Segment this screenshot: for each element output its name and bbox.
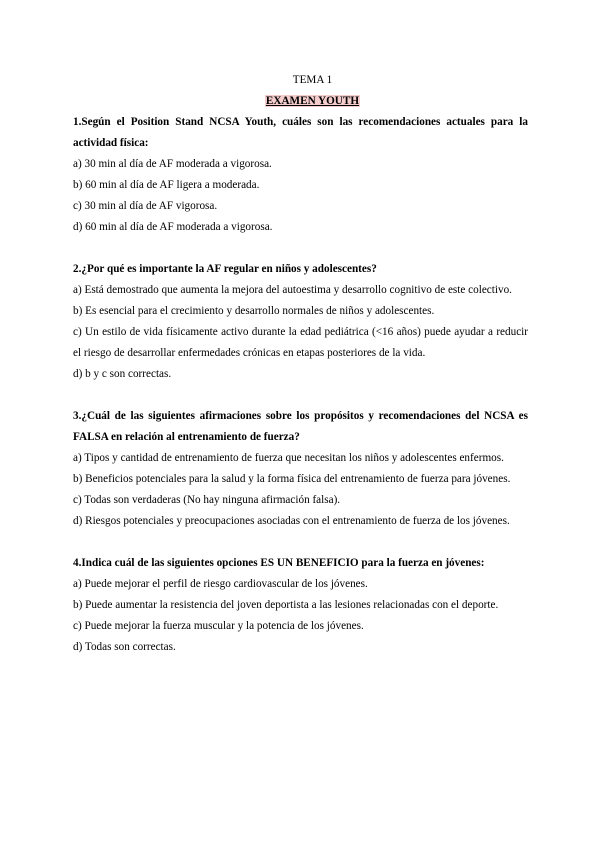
- topic-heading: TEMA 1: [292, 74, 333, 86]
- question-3: [73, 406, 528, 532]
- question-text: 3.¿Cuál de las siguientes afirmaciones sobre los propósitos y recomendaciones del NCSA es FALSA en relación al entrenamiento de fuerza?: [73, 410, 528, 443]
- option-d: d) Todas son correctas.: [73, 641, 176, 653]
- option-d: d) 60 min al día de AF moderada a vigorosa.: [73, 221, 273, 233]
- option-d: d) Riesgos potenciales y preocupaciones asociadas con el entrenamiento de fuerza de los jóvenes.: [73, 515, 510, 527]
- spacer: [73, 385, 528, 406]
- exam-title: [97, 91, 528, 112]
- question-2: [73, 259, 528, 385]
- option-c: c) Puede mejorar la fuerza muscular y la potencia de los jóvenes.: [73, 620, 364, 632]
- spacer: [73, 238, 528, 259]
- option-c: c) Un estilo de vida físicamente activo durante la edad pediátrica (<16 años) puede ayudar a reducir el riesgo de desarrollar enfermedades crónicas en etapas posteriores de la vida.: [73, 326, 528, 359]
- option-b: b) 60 min al día de AF ligera a moderada.: [73, 179, 260, 191]
- option-c: c) Todas son verdaderas (No hay ninguna afirmación falsa).: [73, 494, 341, 506]
- option-a: a) 30 min al día de AF moderada a vigorosa.: [73, 158, 272, 170]
- option-a: a) Puede mejorar el perfil de riesgo cardiovascular de los jóvenes.: [73, 578, 368, 590]
- exam-title-text: EXAMEN YOUTH: [265, 95, 360, 107]
- option-d: d) b y c son correctas.: [73, 368, 172, 380]
- option-a: a) Está demostrado que aumenta la mejora del autoestima y desarrollo cognitivo de este colectivo.: [73, 284, 512, 296]
- option-a: a) Tipos y cantidad de entrenamiento de fuerza que necesitan los niños y adolescentes enfermos.: [73, 452, 504, 464]
- option-b: b) Puede aumentar la resistencia del joven deportista a las lesiones relacionadas con el deporte.: [73, 599, 499, 611]
- question-4: [73, 553, 528, 658]
- spacer: [73, 532, 528, 553]
- option-b: b) Es esencial para el crecimiento y desarrollo normales de niños y adolescentes.: [73, 305, 435, 317]
- question-text: 4.Indica cuál de las siguientes opciones ES UN BENEFICIO para la fuerza en jóvenes:: [73, 557, 485, 569]
- question-text: 2.¿Por qué es importante la AF regular en niños y adolescentes?: [73, 263, 377, 275]
- option-c: c) 30 min al día de AF vigorosa.: [73, 200, 218, 212]
- option-b: b) Beneficios potenciales para la salud y la forma física del entrenamiento de fuerza para jóvenes.: [73, 473, 511, 485]
- question-text: 1.Según el Position Stand NCSA Youth, cuáles son las recomendaciones actuales para la actividad física:: [73, 116, 528, 149]
- question-1: [73, 112, 528, 238]
